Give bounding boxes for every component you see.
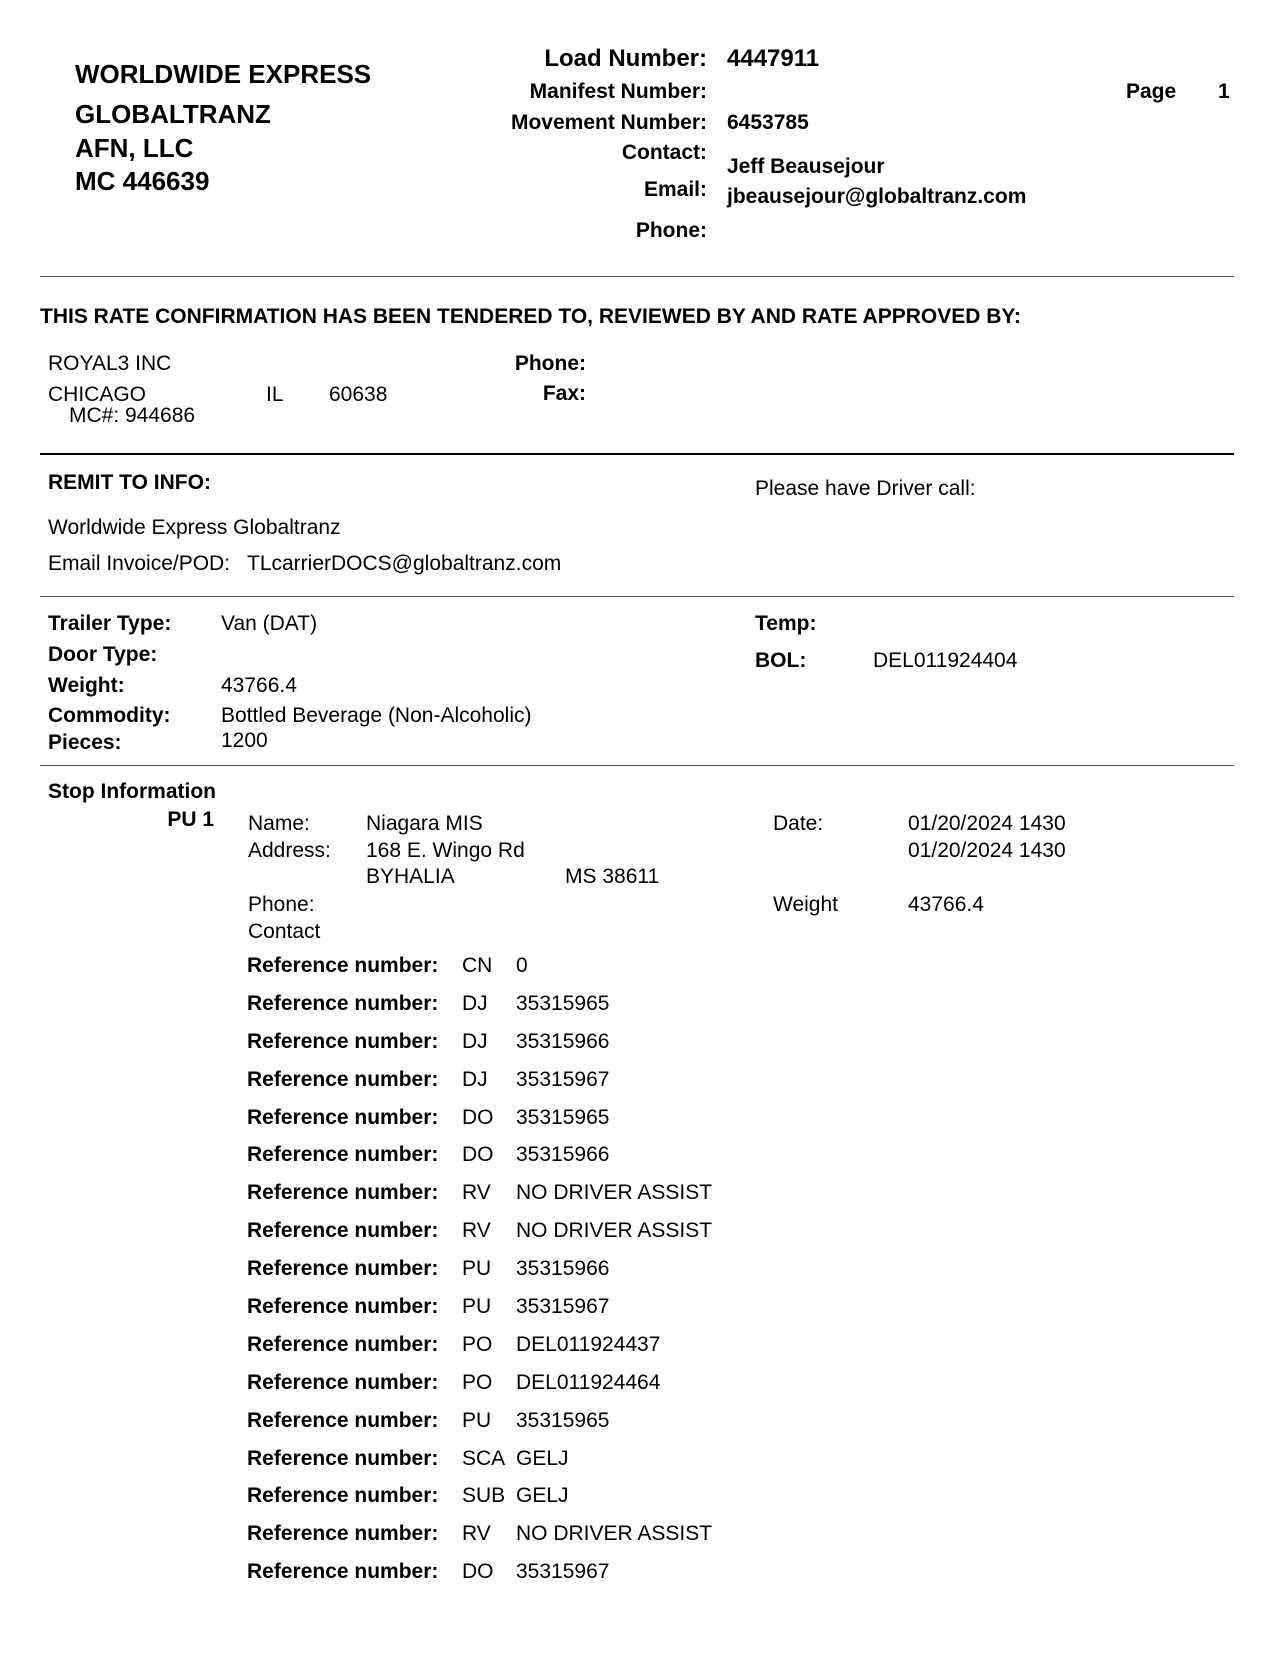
reference-code: DJ [462,1029,488,1053]
reference-code: DJ [462,991,488,1015]
company-mc-number: MC 446639 [75,166,210,196]
reference-code: DO [462,1105,494,1129]
reference-value: 35315967 [516,1295,610,1319]
reference-label: Reference number: [247,1370,439,1394]
remit-name: Worldwide Express Globaltranz [48,516,341,539]
reference-row [247,1409,767,1447]
reference-value: 35315965 [516,1105,610,1129]
reference-code: RV [462,1181,491,1205]
carrier-state: IL [266,383,284,406]
reference-code: DO [462,1560,494,1584]
reference-value: NO DRIVER ASSIST [516,1522,713,1546]
reference-row [247,954,767,992]
reference-row [247,1143,767,1181]
reference-label: Reference number: [247,1446,439,1470]
stop-address-label: Address: [248,839,331,862]
tender-heading: THIS RATE CONFIRMATION HAS BEEN TENDERED TO, REVIEWED BY AND RATE APPROVED BY: [40,305,1021,328]
weight-value: 43766.4 [221,674,297,697]
temp-label: Temp: [755,612,817,635]
stop-name-label: Name: [248,812,310,835]
door-type-label: Door Type: [48,643,158,666]
reference-value: DEL011924437 [516,1332,661,1356]
reference-code: PO [462,1332,493,1356]
reference-label: Reference number: [247,1219,439,1243]
reference-label: Reference number: [247,1408,439,1432]
reference-label: Reference number: [247,1143,439,1167]
stop-weight-label: Weight [773,893,838,916]
pieces-value: 1200 [221,729,268,752]
reference-code: SUB [462,1484,506,1508]
reference-label: Reference number: [247,1560,439,1584]
reference-label: Reference number: [247,1332,439,1356]
carrier-name: ROYAL3 INC [48,352,172,375]
stop-date-1: 01/20/2024 1430 [908,812,1066,835]
reference-label: Reference number: [247,1181,439,1205]
load-number-value: 4447911 [727,45,820,72]
movement-number-value: 6453785 [727,111,809,134]
stop-id: PU 1 [167,808,214,831]
remit-heading: REMIT TO INFO: [48,471,211,494]
reference-list [247,954,767,1598]
commodity-label: Commodity: [48,704,171,727]
stop-name-value: Niagara MIS [366,812,483,835]
stop-contact-label: Contact [248,920,321,943]
phone-label: Phone: [635,219,707,242]
reference-value: 35315966 [516,1029,610,1053]
reference-label: Reference number: [247,991,439,1015]
reference-value: 35315967 [516,1067,610,1091]
reference-code: PU [462,1295,492,1319]
reference-row [247,1295,767,1333]
reference-row [247,1522,767,1560]
carrier-city: CHICAGO [48,383,147,406]
contact-value: Jeff Beausejour [727,155,885,178]
reference-value: 35315965 [516,1408,610,1432]
reference-row [247,1068,767,1106]
reference-label: Reference number: [247,1067,439,1091]
page-label: Page [1126,80,1177,103]
reference-code: RV [462,1522,491,1546]
stop-phone-label: Phone: [248,893,315,916]
bol-value: DEL011924404 [873,649,1018,672]
company-name-line1: WORLDWIDE EXPRESS [75,59,372,89]
reference-label: Reference number: [247,1484,439,1508]
stop-address-value: 168 E. Wingo Rd [366,839,525,862]
contact-label: Contact: [621,141,707,164]
bol-label: BOL: [755,649,807,672]
commodity-value: Bottled Beverage (Non-Alcoholic) [221,704,532,727]
trailer-type-value: Van (DAT) [221,612,318,635]
reference-row [247,1333,767,1371]
movement-number-label: Movement Number: [510,111,707,134]
stop-weight-value: 43766.4 [908,893,984,916]
reference-value: 35315965 [516,991,610,1015]
weight-label: Weight: [48,674,125,697]
reference-value: NO DRIVER ASSIST [516,1219,713,1243]
reference-row [247,1257,767,1295]
reference-label: Reference number: [247,954,439,977]
remit-email-value: TLcarrierDOCS@globaltranz.com [247,552,562,575]
reference-value: DEL011924464 [516,1370,661,1394]
reference-code: PU [462,1408,492,1432]
reference-value: NO DRIVER ASSIST [516,1181,713,1205]
carrier-phone-label: Phone: [514,352,586,375]
divider [40,276,1234,277]
remit-email-label: Email Invoice/POD: [48,552,231,575]
reference-value: GELJ [516,1484,569,1508]
reference-code: PU [462,1257,492,1281]
reference-value: GELJ [516,1446,569,1470]
reference-row [247,992,767,1030]
reference-label: Reference number: [247,1029,439,1053]
reference-row [247,1484,767,1522]
carrier-mc-number: MC#: 944686 [69,404,196,427]
trailer-type-label: Trailer Type: [48,612,172,635]
reference-label: Reference number: [247,1105,439,1129]
email-value: jbeausejour@globaltranz.com [727,185,1027,208]
reference-code: RV [462,1219,491,1243]
reference-row [247,1181,767,1219]
reference-value: 0 [516,954,528,977]
stop-information-heading: Stop Information [48,780,216,803]
pieces-label: Pieces: [48,731,122,754]
reference-code: CN [462,954,493,977]
reference-row [247,1560,767,1598]
reference-value: 35315966 [516,1143,610,1167]
carrier-zip: 60638 [329,383,388,406]
reference-value: 35315967 [516,1560,610,1584]
reference-label: Reference number: [247,1295,439,1319]
company-name-line2: GLOBALTRANZ [75,99,271,129]
reference-code: DO [462,1143,494,1167]
reference-row [247,1219,767,1257]
reference-row [247,1030,767,1068]
page-number: 1 [1218,80,1230,103]
email-label: Email: [643,178,707,201]
divider [40,453,1234,455]
manifest-number-label: Manifest Number: [529,80,707,103]
stop-state-zip: MS 38611 [565,865,660,888]
reference-value: 35315966 [516,1257,610,1281]
stop-date-2: 01/20/2024 1430 [908,839,1066,862]
reference-row [247,1371,767,1409]
reference-row [247,1447,767,1485]
divider [40,596,1234,597]
driver-call-note: Please have Driver call: [755,477,976,500]
stop-date-label: Date: [773,812,824,835]
stop-city: BYHALIA [366,865,455,888]
reference-code: SCA [462,1446,506,1470]
reference-code: DJ [462,1067,488,1091]
reference-label: Reference number: [247,1522,439,1546]
carrier-fax-label: Fax: [542,382,586,405]
reference-code: PO [462,1370,493,1394]
company-name-line3: AFN, LLC [75,133,194,163]
reference-row [247,1106,767,1144]
load-number-label: Load Number: [544,45,707,72]
reference-label: Reference number: [247,1257,439,1281]
divider [40,765,1234,766]
